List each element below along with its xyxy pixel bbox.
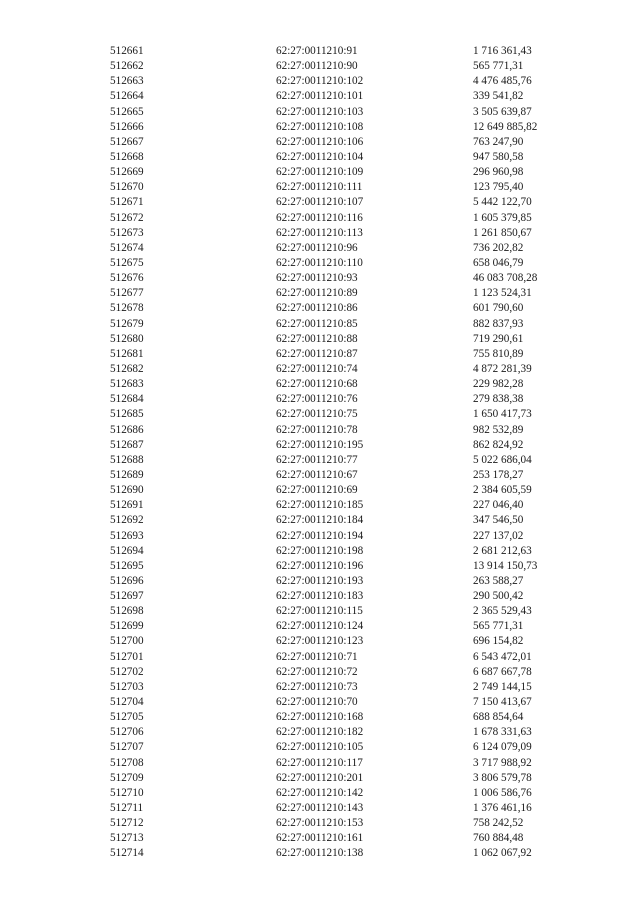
cadastral-number-cell: 62:27:0011210:116 [276, 211, 363, 224]
cadastral-number-cell: 62:27:0011210:103 [276, 105, 364, 118]
value-cell: 4 872 281,39 [473, 362, 532, 375]
cadastral-number-cell: 62:27:0011210:184 [276, 514, 364, 527]
row-id-cell: 512676 [110, 272, 144, 285]
row-id-cell: 512670 [110, 181, 144, 194]
row-id-cell: 512688 [110, 453, 144, 466]
document-table [0, 44, 640, 862]
table-row [0, 498, 640, 513]
value-cell: 123 795,40 [473, 181, 524, 194]
row-id-cell: 512680 [110, 332, 144, 345]
value-cell: 253 178,27 [473, 468, 524, 481]
value-cell: 6 543 472,01 [473, 650, 532, 663]
table-row [0, 771, 640, 786]
cadastral-number-cell: 62:27:0011210:143 [276, 802, 364, 815]
table-row [0, 634, 640, 649]
row-id-cell: 512692 [110, 514, 144, 527]
value-cell: 1 123 524,31 [473, 287, 532, 300]
row-id-cell: 512701 [110, 650, 144, 663]
row-id-cell: 512665 [110, 105, 144, 118]
table-row [0, 438, 640, 453]
table-row [0, 301, 640, 316]
cadastral-number-cell: 62:27:0011210:93 [276, 272, 358, 285]
cadastral-number-cell: 62:27:0011210:117 [276, 756, 363, 769]
table-row [0, 423, 640, 438]
row-id-cell: 512714 [110, 847, 144, 860]
row-id-cell: 512693 [110, 529, 144, 542]
cadastral-number-cell: 62:27:0011210:196 [276, 559, 364, 572]
table-row [0, 89, 640, 104]
table-row [0, 786, 640, 801]
value-cell: 13 914 150,73 [473, 559, 538, 572]
cadastral-number-cell: 62:27:0011210:73 [276, 680, 358, 693]
row-id-cell: 512696 [110, 574, 144, 587]
value-cell: 227 046,40 [473, 499, 524, 512]
row-id-cell: 512695 [110, 559, 144, 572]
value-cell: 6 124 079,09 [473, 741, 532, 754]
value-cell: 279 838,38 [473, 393, 524, 406]
row-id-cell: 512713 [110, 832, 144, 845]
cadastral-number-cell: 62:27:0011210:78 [276, 423, 358, 436]
cadastral-number-cell: 62:27:0011210:115 [276, 605, 363, 618]
row-id-cell: 512703 [110, 680, 144, 693]
row-id-cell: 512669 [110, 166, 144, 179]
table-row [0, 44, 640, 59]
table-row [0, 377, 640, 392]
table-row [0, 453, 640, 468]
value-cell: 1 261 850,67 [473, 226, 532, 239]
table-row [0, 407, 640, 422]
value-cell: 3 806 579,78 [473, 771, 532, 784]
row-id-cell: 512698 [110, 605, 144, 618]
cadastral-number-cell: 62:27:0011210:201 [276, 771, 364, 784]
cadastral-number-cell: 62:27:0011210:194 [276, 529, 364, 542]
row-id-cell: 512700 [110, 635, 144, 648]
value-cell: 1 650 417,73 [473, 408, 532, 421]
cadastral-number-cell: 62:27:0011210:183 [276, 590, 364, 603]
value-cell: 688 854,64 [473, 711, 524, 724]
row-id-cell: 512675 [110, 256, 144, 269]
table-row [0, 513, 640, 528]
value-cell: 296 960,98 [473, 166, 524, 179]
row-id-cell: 512681 [110, 347, 144, 360]
row-id-cell: 512677 [110, 287, 144, 300]
value-cell: 3 505 639,87 [473, 105, 532, 118]
value-cell: 760 884,48 [473, 832, 524, 845]
value-cell: 263 588,27 [473, 574, 524, 587]
row-id-cell: 512689 [110, 468, 144, 481]
table-row [0, 529, 640, 544]
table-row [0, 226, 640, 241]
table-row [0, 347, 640, 362]
value-cell: 719 290,61 [473, 332, 524, 345]
cadastral-number-cell: 62:27:0011210:104 [276, 150, 364, 163]
value-cell: 1 605 379,85 [473, 211, 532, 224]
cadastral-number-cell: 62:27:0011210:76 [276, 393, 358, 406]
row-id-cell: 512661 [110, 45, 144, 57]
cadastral-number-cell: 62:27:0011210:96 [276, 241, 358, 254]
row-id-cell: 512678 [110, 302, 144, 315]
table-row [0, 59, 640, 74]
cadastral-number-cell: 62:27:0011210:185 [276, 499, 364, 512]
cadastral-number-cell: 62:27:0011210:91 [276, 45, 358, 57]
table-row [0, 135, 640, 150]
cadastral-number-cell: 62:27:0011210:123 [276, 635, 364, 648]
row-id-cell: 512683 [110, 378, 144, 391]
table-row [0, 241, 640, 256]
table-row [0, 544, 640, 559]
cadastral-number-cell: 62:27:0011210:75 [276, 408, 358, 421]
row-id-cell: 512699 [110, 620, 144, 633]
row-id-cell: 512674 [110, 241, 144, 254]
row-id-cell: 512687 [110, 438, 144, 451]
row-id-cell: 512709 [110, 771, 144, 784]
row-id-cell: 512697 [110, 590, 144, 603]
cadastral-number-cell: 62:27:0011210:86 [276, 302, 358, 315]
row-id-cell: 512694 [110, 544, 144, 557]
table-row [0, 816, 640, 831]
cadastral-number-cell: 62:27:0011210:106 [276, 135, 364, 148]
value-cell: 2 749 144,15 [473, 680, 532, 693]
value-cell: 347 546,50 [473, 514, 524, 527]
table-row [0, 846, 640, 861]
cadastral-number-cell: 62:27:0011210:102 [276, 75, 364, 88]
cadastral-number-cell: 62:27:0011210:142 [276, 786, 364, 799]
table-row [0, 105, 640, 120]
cadastral-number-cell: 62:27:0011210:70 [276, 696, 358, 709]
cadastral-number-cell: 62:27:0011210:108 [276, 120, 364, 133]
row-id-cell: 512684 [110, 393, 144, 406]
row-id-cell: 512672 [110, 211, 144, 224]
row-id-cell: 512679 [110, 317, 144, 330]
cadastral-number-cell: 62:27:0011210:88 [276, 332, 358, 345]
cadastral-number-cell: 62:27:0011210:138 [276, 847, 364, 860]
value-cell: 339 541,82 [473, 90, 524, 103]
cadastral-number-cell: 62:27:0011210:111 [276, 181, 363, 194]
value-cell: 1 006 586,76 [473, 786, 532, 799]
row-id-cell: 512712 [110, 817, 144, 830]
row-id-cell: 512708 [110, 756, 144, 769]
cadastral-number-cell: 62:27:0011210:161 [276, 832, 364, 845]
table-row [0, 392, 640, 407]
cadastral-number-cell: 62:27:0011210:85 [276, 317, 358, 330]
value-cell: 982 532,89 [473, 423, 524, 436]
table-row [0, 756, 640, 771]
table-row [0, 801, 640, 816]
cadastral-number-cell: 62:27:0011210:90 [276, 60, 358, 73]
row-id-cell: 512685 [110, 408, 144, 421]
value-cell: 2 681 212,63 [473, 544, 532, 557]
value-cell: 290 500,42 [473, 590, 524, 603]
cadastral-number-cell: 62:27:0011210:105 [276, 741, 364, 754]
table-row [0, 831, 640, 846]
row-id-cell: 512686 [110, 423, 144, 436]
row-id-cell: 512673 [110, 226, 144, 239]
cadastral-number-cell: 62:27:0011210:72 [276, 665, 358, 678]
cadastral-number-cell: 62:27:0011210:68 [276, 378, 358, 391]
value-cell: 229 982,28 [473, 378, 524, 391]
value-cell: 565 771,31 [473, 620, 524, 633]
value-cell: 3 717 988,92 [473, 756, 532, 769]
cadastral-number-cell: 62:27:0011210:89 [276, 287, 358, 300]
row-id-cell: 512702 [110, 665, 144, 678]
row-id-cell: 512705 [110, 711, 144, 724]
cadastral-number-cell: 62:27:0011210:109 [276, 166, 364, 179]
value-cell: 947 580,58 [473, 150, 524, 163]
row-id-cell: 512690 [110, 484, 144, 497]
cadastral-number-cell: 62:27:0011210:182 [276, 726, 364, 739]
table-row [0, 271, 640, 286]
row-id-cell: 512667 [110, 135, 144, 148]
value-cell: 882 837,93 [473, 317, 524, 330]
table-row [0, 589, 640, 604]
value-cell: 4 476 485,76 [473, 75, 532, 88]
value-cell: 601 790,60 [473, 302, 524, 315]
table-row [0, 574, 640, 589]
value-cell: 758 242,52 [473, 817, 524, 830]
value-cell: 2 384 605,59 [473, 484, 532, 497]
value-cell: 658 046,79 [473, 256, 524, 269]
table-row [0, 195, 640, 210]
table-row [0, 468, 640, 483]
table-row [0, 286, 640, 301]
cadastral-number-cell: 62:27:0011210:69 [276, 484, 358, 497]
cadastral-number-cell: 62:27:0011210:74 [276, 362, 358, 375]
cadastral-number-cell: 62:27:0011210:124 [276, 620, 364, 633]
table-row [0, 604, 640, 619]
table-row [0, 559, 640, 574]
table-row [0, 725, 640, 740]
cadastral-number-cell: 62:27:0011210:113 [276, 226, 363, 239]
cadastral-number-cell: 62:27:0011210:198 [276, 544, 364, 557]
table-row [0, 150, 640, 165]
cadastral-number-cell: 62:27:0011210:195 [276, 438, 364, 451]
cadastral-number-cell: 62:27:0011210:101 [276, 90, 364, 103]
table-row [0, 120, 640, 135]
table-row [0, 695, 640, 710]
value-cell: 5 022 686,04 [473, 453, 532, 466]
table-row [0, 710, 640, 725]
value-cell: 1 716 361,43 [473, 45, 532, 57]
value-cell: 696 154,82 [473, 635, 524, 648]
table-row [0, 483, 640, 498]
row-id-cell: 512671 [110, 196, 144, 209]
value-cell: 755 810,89 [473, 347, 524, 360]
value-cell: 1 062 067,92 [473, 847, 532, 860]
row-id-cell: 512711 [110, 802, 144, 815]
value-cell: 46 083 708,28 [473, 272, 538, 285]
row-id-cell: 512664 [110, 90, 144, 103]
cadastral-number-cell: 62:27:0011210:87 [276, 347, 358, 360]
cadastral-number-cell: 62:27:0011210:193 [276, 574, 364, 587]
row-id-cell: 512706 [110, 726, 144, 739]
value-cell: 6 687 667,78 [473, 665, 532, 678]
value-cell: 5 442 122,70 [473, 196, 532, 209]
table-row [0, 650, 640, 665]
row-id-cell: 512707 [110, 741, 144, 754]
value-cell: 565 771,31 [473, 60, 524, 73]
row-id-cell: 512662 [110, 60, 144, 73]
row-id-cell: 512663 [110, 75, 144, 88]
row-id-cell: 512691 [110, 499, 144, 512]
value-cell: 7 150 413,67 [473, 696, 532, 709]
table-row [0, 332, 640, 347]
table-row [0, 362, 640, 377]
value-cell: 227 137,02 [473, 529, 524, 542]
table-row [0, 211, 640, 226]
value-cell: 763 247,90 [473, 135, 524, 148]
cadastral-number-cell: 62:27:0011210:107 [276, 196, 364, 209]
value-cell: 1 678 331,63 [473, 726, 532, 739]
cadastral-number-cell: 62:27:0011210:67 [276, 468, 358, 481]
table-row [0, 740, 640, 755]
table-row [0, 317, 640, 332]
table-row [0, 680, 640, 695]
table-row [0, 165, 640, 180]
cadastral-number-cell: 62:27:0011210:110 [276, 256, 363, 269]
row-id-cell: 512710 [110, 786, 144, 799]
value-cell: 736 202,82 [473, 241, 524, 254]
cadastral-number-cell: 62:27:0011210:71 [276, 650, 358, 663]
row-id-cell: 512682 [110, 362, 144, 375]
table-row [0, 256, 640, 271]
cadastral-number-cell: 62:27:0011210:77 [276, 453, 358, 466]
table-row [0, 665, 640, 680]
table-row [0, 74, 640, 89]
value-cell: 862 824,92 [473, 438, 524, 451]
row-id-cell: 512668 [110, 150, 144, 163]
cadastral-number-cell: 62:27:0011210:153 [276, 817, 364, 830]
row-id-cell: 512704 [110, 696, 144, 709]
row-id-cell: 512666 [110, 120, 144, 133]
table-row [0, 619, 640, 634]
value-cell: 1 376 461,16 [473, 802, 532, 815]
value-cell: 12 649 885,82 [473, 120, 538, 133]
value-cell: 2 365 529,43 [473, 605, 532, 618]
table-row [0, 180, 640, 195]
cadastral-number-cell: 62:27:0011210:168 [276, 711, 364, 724]
